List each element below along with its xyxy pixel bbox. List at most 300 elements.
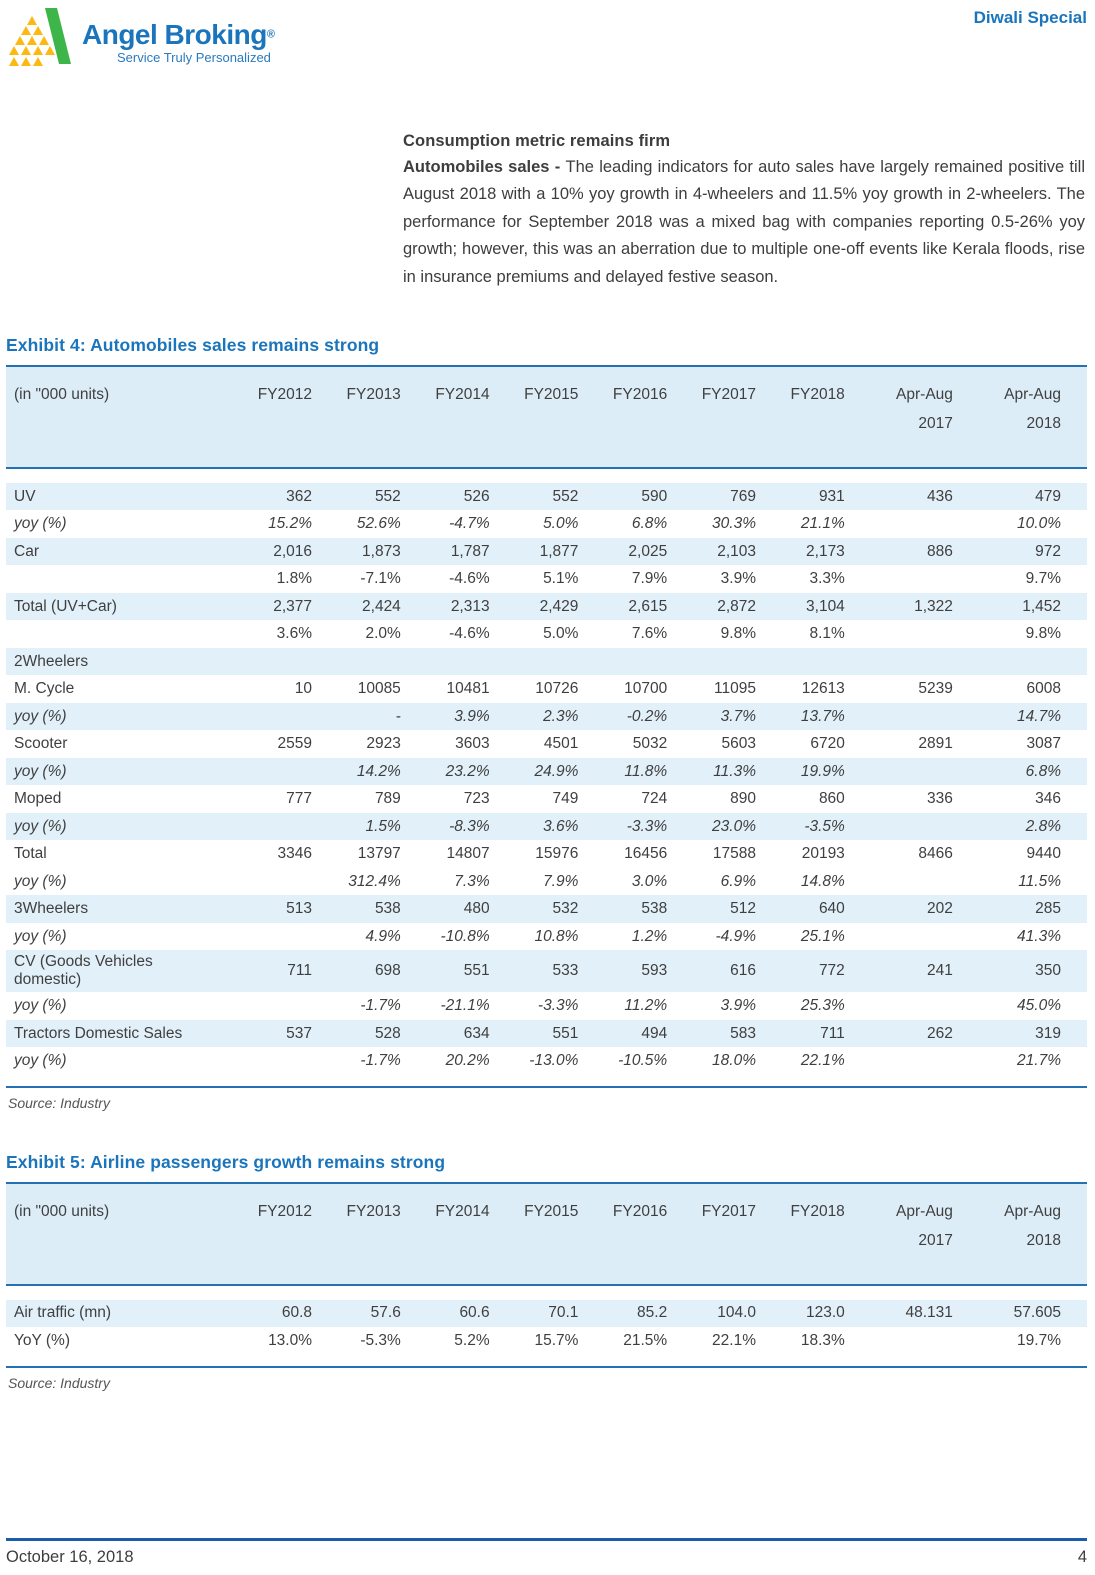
table-cell [693, 648, 782, 676]
table-cell: 3.3% [809, 570, 845, 587]
table-row [6, 1020, 1087, 1048]
logo-green-band [45, 8, 71, 64]
table-cell [871, 868, 979, 896]
table-cell: 2,872 [693, 593, 782, 621]
table-cell: 1,787 [427, 538, 516, 566]
table-cell: 886 [871, 538, 979, 566]
row-label: yoy (%) [14, 872, 67, 890]
row-label: yoy (%) [6, 703, 249, 731]
table-cell: 480 [427, 895, 516, 923]
table-cell: -4.6% [449, 570, 490, 587]
column-header: FY2014 [427, 1183, 516, 1285]
row-label: yoy (%) [14, 997, 67, 1014]
table-row [6, 675, 1087, 703]
table-cell: 3,104 [782, 593, 871, 621]
column-header: FY2014 [427, 366, 516, 468]
row-label: 3Wheelers [6, 895, 249, 923]
table-cell [427, 648, 516, 676]
table-cell: 6008 [1026, 680, 1061, 697]
table-cell: 60.6 [427, 1300, 516, 1328]
table-cell: -13.0% [529, 1052, 579, 1069]
table-cell: 1.2% [631, 927, 668, 945]
row-label: UV [6, 483, 249, 511]
table-cell: -3.3% [604, 813, 693, 841]
table-cell: 17588 [712, 845, 756, 862]
column-header: FY2013 [338, 1183, 427, 1285]
table-cell: 52.6% [356, 515, 401, 532]
table-cell: 494 [604, 1020, 693, 1048]
table-cell: 552 [516, 483, 605, 511]
table-cell: -1.7% [360, 1052, 401, 1069]
table-cell: 5603 [721, 735, 756, 752]
table-cell: 538 [338, 895, 427, 923]
table-cell: 860 [818, 790, 845, 807]
table-cell: 5.2% [454, 1331, 490, 1349]
row-label: 2Wheelers [6, 648, 249, 676]
table-cell: 777 [286, 790, 313, 807]
column-header: FY2013 [338, 366, 427, 468]
table-cell: 9440 [1026, 845, 1061, 862]
row-label: yoy (%) [14, 1052, 67, 1069]
table-cell: -4.9% [715, 927, 756, 945]
table-cell: 593 [604, 950, 693, 992]
table-cell: 14.2% [338, 758, 427, 786]
table-cell: 2923 [366, 735, 401, 752]
column-header: Apr-Aug 2018 [979, 1183, 1087, 1285]
table-cell: 3.6% [276, 625, 313, 642]
table-row [6, 923, 1087, 951]
table-cell [871, 620, 979, 648]
table-cell: 13.7% [782, 703, 871, 731]
table-row [6, 703, 1087, 731]
table-cell: 931 [782, 483, 871, 511]
column-header: FY2016 [604, 366, 693, 468]
row-label: yoy (%) [14, 927, 67, 945]
table-cell: 533 [516, 950, 605, 992]
row-label: Tractors Domestic Sales [6, 1020, 249, 1048]
table-cell: 10700 [624, 680, 668, 697]
table-cell [871, 703, 979, 731]
table-cell: 590 [604, 483, 693, 511]
column-header: FY2016 [604, 1183, 693, 1285]
row-label [6, 620, 249, 648]
spacer-row [6, 1075, 1087, 1087]
table-cell [871, 813, 979, 841]
table-cell: -21.1% [440, 997, 490, 1014]
column-header: FY2017 [693, 366, 782, 468]
footer-date: October 16, 2018 [6, 1548, 134, 1566]
table-cell: 772 [782, 950, 871, 992]
table-cell: 5.0% [543, 625, 579, 642]
table-cell: 10085 [357, 680, 401, 697]
table-cell: 7.3% [454, 872, 490, 890]
table-cell: 3.6% [516, 813, 605, 841]
table-cell: 22.1% [712, 1331, 756, 1349]
table-cell: 6.8% [979, 758, 1087, 786]
column-header: FY2017 [693, 1183, 782, 1285]
column-header: FY2015 [516, 366, 605, 468]
table-cell: 13797 [357, 845, 401, 862]
row-label: yoy (%) [6, 758, 249, 786]
table-cell: 7.9% [631, 570, 668, 587]
table-cell: 10481 [446, 680, 490, 697]
table-cell [871, 923, 979, 951]
report-series-label: Diwali Special [973, 8, 1087, 27]
table-cell: 104.0 [693, 1300, 782, 1328]
brand-name: Angel Broking [82, 19, 267, 50]
table-cell: 11.2% [624, 997, 668, 1014]
table-row [6, 510, 1087, 538]
table-cell: 6720 [810, 735, 845, 752]
table-cell: 70.1 [516, 1300, 605, 1328]
table-cell: 3.9% [720, 997, 756, 1014]
table-cell: 41.3% [1017, 927, 1061, 945]
table-cell: 698 [338, 950, 427, 992]
table-cell [249, 703, 338, 731]
column-header: (in "000 units) [6, 366, 249, 468]
table-cell: 972 [979, 538, 1087, 566]
logo-text [82, 6, 275, 65]
table-cell: 724 [641, 790, 668, 807]
brand-tagline: Service Truly Personalized [117, 50, 271, 66]
table-cell [249, 758, 338, 786]
table-cell: 18.0% [712, 1052, 756, 1069]
table-cell: 8466 [918, 845, 953, 862]
angel-broking-logo [6, 6, 275, 72]
table-cell: 48.131 [871, 1300, 979, 1328]
table-cell: 2,313 [427, 593, 516, 621]
row-label: Scooter [14, 735, 68, 752]
table-row [6, 648, 1087, 676]
column-header: FY2012 [249, 366, 338, 468]
table-cell [249, 648, 338, 676]
exhibit4-title: Exhibit 4: Automobiles sales remains strong [6, 334, 380, 355]
column-header: Apr-Aug 2018 [979, 366, 1087, 468]
table-cell: -10.8% [440, 927, 490, 945]
table-cell: 1,452 [979, 593, 1087, 621]
table-cell [871, 992, 979, 1020]
table-row [6, 1047, 1087, 1075]
intro-lead: Automobiles sales - [403, 158, 566, 176]
table-cell: 4501 [543, 735, 579, 752]
table-cell: 5239 [918, 680, 953, 697]
table-cell: 336 [927, 790, 953, 807]
table-cell: 7.9% [543, 872, 579, 890]
table-row [6, 813, 1087, 841]
table-cell: 2,016 [249, 538, 338, 566]
table-cell: 526 [427, 483, 516, 511]
table-cell: 14807 [446, 845, 490, 862]
table-cell: -3.5% [782, 813, 871, 841]
table-cell: 640 [782, 895, 871, 923]
table-cell: 2559 [277, 735, 313, 752]
table-cell: 14.8% [800, 872, 845, 890]
exhibit4-source: Source: Industry [8, 1094, 110, 1111]
row-label: CV (Goods Vehicles domestic) [6, 950, 249, 992]
table-cell: 11095 [714, 680, 756, 697]
table-cell: 24.9% [516, 758, 605, 786]
table-cell: 890 [730, 790, 756, 807]
table-row [6, 895, 1087, 923]
table-cell: 3.0% [631, 872, 668, 890]
column-header: FY2018 [782, 366, 871, 468]
table-cell: 551 [427, 950, 516, 992]
table-cell [249, 923, 338, 951]
table-row [6, 992, 1087, 1020]
intro-paragraph [403, 154, 1085, 291]
table-cell: 15976 [535, 845, 579, 862]
table-row [6, 950, 1087, 992]
table-cell: 2,429 [516, 593, 605, 621]
table-cell [249, 813, 338, 841]
table-cell: 346 [1035, 790, 1061, 807]
table-cell [871, 565, 979, 593]
table-cell [249, 868, 338, 896]
exhibit5-table [6, 1182, 1087, 1368]
table-cell: 5.0% [543, 515, 579, 532]
column-header: Apr-Aug 2017 [871, 1183, 979, 1285]
table-cell [871, 648, 979, 676]
table-cell: 7.6% [631, 625, 668, 642]
row-label: Air traffic (mn) [6, 1300, 249, 1328]
table-row [6, 593, 1087, 621]
table-cell: 3087 [1026, 735, 1061, 752]
row-label: Total [14, 845, 47, 862]
table-cell: 9.8% [720, 625, 756, 642]
table-cell: 532 [516, 895, 605, 923]
table-cell: 2.3% [516, 703, 605, 731]
table-cell [604, 648, 693, 676]
table-cell: 711 [782, 1020, 871, 1048]
row-label: Moped [14, 790, 62, 807]
table-row [6, 1300, 1087, 1328]
row-label [6, 565, 249, 593]
table-cell: 583 [693, 1020, 782, 1048]
table-row [6, 1327, 1087, 1355]
header-row [6, 1183, 1087, 1285]
table-cell: -10.5% [618, 1052, 668, 1069]
table-cell: 9.7% [1025, 570, 1061, 587]
table-cell: 9.8% [1025, 625, 1061, 642]
table-cell: 3603 [455, 735, 490, 752]
table-cell: 23.0% [693, 813, 782, 841]
table-cell: 25.1% [800, 927, 845, 945]
row-label: YoY (%) [14, 1331, 71, 1349]
table-cell [871, 758, 979, 786]
spacer-row [6, 468, 1087, 483]
table-cell: 6.9% [720, 872, 756, 890]
table-cell: 18.3% [800, 1331, 845, 1349]
table-cell: 16456 [624, 845, 668, 862]
table-cell: 479 [979, 483, 1087, 511]
table-cell: 8.1% [809, 625, 845, 642]
table-cell [249, 1047, 338, 1075]
table-cell: -7.1% [360, 570, 401, 587]
table-cell: 11.5% [1018, 872, 1061, 890]
table-cell: -5.3% [360, 1331, 401, 1349]
page-header [6, 6, 1087, 72]
table-cell: 2,173 [782, 538, 871, 566]
column-header: FY2018 [782, 1183, 871, 1285]
table-cell [516, 648, 605, 676]
table-cell: 1,877 [516, 538, 605, 566]
table-cell: 2.0% [365, 625, 401, 642]
table-cell: 22.1% [800, 1052, 845, 1069]
header-row [6, 366, 1087, 468]
table-cell: 10 [294, 680, 313, 697]
table-cell [871, 510, 979, 538]
table-cell: 25.3% [800, 997, 845, 1014]
table-cell: 21.7% [1017, 1052, 1061, 1069]
table-cell: 1,322 [871, 593, 979, 621]
table-cell: 2,615 [604, 593, 693, 621]
table-cell: 202 [871, 895, 979, 923]
table-cell: 285 [979, 895, 1087, 923]
table-cell: 2,377 [249, 593, 338, 621]
table-cell: 15.7% [534, 1331, 579, 1349]
table-row [6, 538, 1087, 566]
table-cell: 350 [979, 950, 1087, 992]
table-cell: 723 [463, 790, 490, 807]
table-row [6, 868, 1087, 896]
table-cell: 10.8% [534, 927, 579, 945]
table-row [6, 620, 1087, 648]
table-cell: 12613 [801, 680, 845, 697]
table-cell: 362 [249, 483, 338, 511]
table-cell: 513 [249, 895, 338, 923]
column-header: Apr-Aug 2017 [871, 366, 979, 468]
table-cell: 19.9% [782, 758, 871, 786]
table-cell: -0.2% [604, 703, 693, 731]
table-cell [249, 992, 338, 1020]
table-cell: 13.0% [268, 1331, 313, 1349]
table-cell: 552 [338, 483, 427, 511]
page-footer [0, 1538, 1095, 1567]
table-cell: 57.6 [338, 1300, 427, 1328]
table-cell [871, 1047, 979, 1075]
table-row [6, 483, 1087, 511]
table-cell: 3.7% [693, 703, 782, 731]
table-cell [871, 1327, 979, 1355]
footer-page-number: 4 [1077, 1548, 1087, 1566]
table-cell: - [338, 703, 427, 731]
table-cell: 20.2% [445, 1052, 490, 1069]
table-cell: -1.7% [360, 997, 401, 1014]
registered-mark: ® [266, 28, 275, 41]
row-label: yoy (%) [6, 813, 249, 841]
table-cell: 5.1% [543, 570, 579, 587]
table-cell: 2891 [918, 735, 953, 752]
table-cell: 711 [249, 950, 338, 992]
exhibit5-title: Exhibit 5: Airline passengers growth remains strong [6, 1151, 446, 1172]
logo-pyramid-icon [8, 6, 72, 72]
table-row [6, 758, 1087, 786]
table-cell: 2,103 [693, 538, 782, 566]
table-cell: 528 [338, 1020, 427, 1048]
table-row [6, 565, 1087, 593]
table-cell: 436 [871, 483, 979, 511]
intro-heading: Consumption metric remains firm [403, 132, 671, 150]
row-label: yoy (%) [14, 515, 67, 532]
table-cell: 6.8% [631, 515, 668, 532]
table-cell: 551 [516, 1020, 605, 1048]
intro-section [403, 132, 1085, 291]
exhibit4-table [6, 365, 1087, 1088]
table-cell: 85.2 [604, 1300, 693, 1328]
table-cell: 3.9% [427, 703, 516, 731]
table-cell: 3346 [277, 845, 313, 862]
table-cell: 537 [249, 1020, 338, 1048]
column-header: FY2015 [516, 1183, 605, 1285]
table-cell: 634 [427, 1020, 516, 1048]
table-cell: 312.4% [348, 872, 401, 890]
table-cell [338, 648, 427, 676]
table-cell: 45.0% [1017, 997, 1061, 1014]
table-cell: 11.3% [693, 758, 782, 786]
table-cell: -4.6% [449, 625, 490, 642]
table-cell: 3.9% [720, 570, 756, 587]
row-label: M. Cycle [14, 680, 75, 697]
table-cell: 4.9% [365, 927, 401, 945]
column-header: (in "000 units) [6, 1183, 249, 1285]
table-cell: 123.0 [782, 1300, 871, 1328]
table-cell: 2,424 [338, 593, 427, 621]
column-header: FY2012 [249, 1183, 338, 1285]
table-cell: 10.0% [1017, 515, 1061, 532]
table-cell: 769 [693, 483, 782, 511]
table-cell: 20193 [801, 845, 845, 862]
table-cell: 2.8% [979, 813, 1087, 841]
row-label: Car [6, 538, 249, 566]
table-cell: 749 [552, 790, 579, 807]
table-cell: 1,873 [338, 538, 427, 566]
table-cell: 538 [604, 895, 693, 923]
table-cell [782, 648, 871, 676]
table-cell: 21.5% [623, 1331, 668, 1349]
table-cell: 15.2% [268, 515, 313, 532]
table-cell: 60.8 [249, 1300, 338, 1328]
table-cell: 789 [374, 790, 401, 807]
table-cell: 512 [693, 895, 782, 923]
table-row [6, 785, 1087, 813]
table-cell: 262 [871, 1020, 979, 1048]
table-cell: 10726 [535, 680, 579, 697]
table-row [6, 840, 1087, 868]
table-cell: 1.5% [338, 813, 427, 841]
table-cell: -4.7% [449, 515, 490, 532]
table-cell: 21.1% [800, 515, 845, 532]
table-cell: 11.8% [604, 758, 693, 786]
table-cell: 616 [693, 950, 782, 992]
table-cell: 19.7% [1017, 1331, 1061, 1349]
intro-body: The leading indicators for auto sales have largely remained positive till August 2018 with a 10% yoy growth in 4-wheelers and 11.5% yoy growth in 2-wheelers. The performance for September 2018 was a mixed bag with companies reporting 0.5-26% yoy growth; however, this was an aberration due to multiple one-off events like Kerala floods, rise in insurance premiums and delayed festive season. [403, 158, 1085, 286]
table-cell: -3.3% [537, 997, 579, 1014]
spacer-row [6, 1355, 1087, 1367]
table-cell: 2,025 [604, 538, 693, 566]
table-cell: 57.605 [979, 1300, 1087, 1328]
table-cell: 241 [871, 950, 979, 992]
table-cell: 1.8% [276, 570, 313, 587]
exhibit5-source: Source: Industry [8, 1374, 110, 1391]
table-cell: 5032 [632, 735, 668, 752]
table-cell: 23.2% [427, 758, 516, 786]
table-cell: 30.3% [712, 515, 756, 532]
table-cell: -8.3% [427, 813, 516, 841]
table-row [6, 730, 1087, 758]
spacer-row [6, 1285, 1087, 1300]
table-cell: 319 [979, 1020, 1087, 1048]
table-cell: 14.7% [979, 703, 1087, 731]
